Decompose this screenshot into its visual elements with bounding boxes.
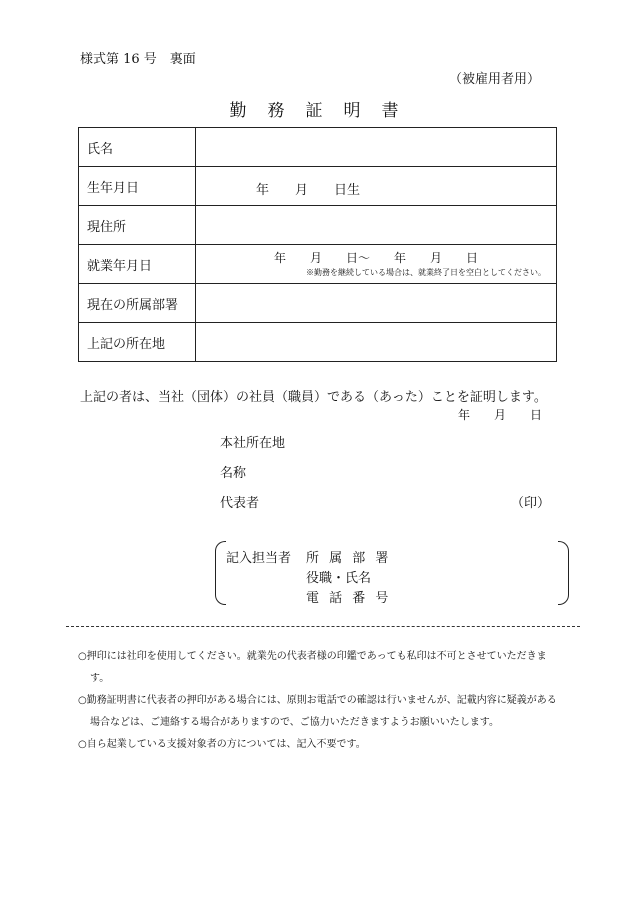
name-label: 氏名 [79, 128, 196, 167]
form-number: 様式第 16 号 裏面 [80, 52, 196, 67]
department-field[interactable] [196, 284, 557, 323]
row-employment-period [79, 245, 557, 284]
dashed-divider [66, 626, 580, 627]
contact-position-name-label: 役職・氏名 [306, 571, 372, 586]
row-name [79, 128, 557, 167]
contact-bracket-left [215, 541, 226, 605]
contact-department-label: 所 属 部 署 [306, 551, 392, 566]
certificate-table [78, 127, 557, 362]
notes-list [78, 646, 558, 756]
department-location-field[interactable] [196, 323, 557, 362]
row-birthdate [79, 167, 557, 206]
contact-phone-label: 電 話 番 号 [306, 591, 392, 606]
department-location-label: 上記の所在地 [79, 323, 196, 362]
representative-label: 代表者 [220, 496, 260, 511]
row-department-location [79, 323, 557, 362]
company-name-label: 名称 [220, 466, 247, 481]
employment-period-label: 就業年月日 [79, 245, 196, 284]
note-item: ○自ら起業している支援対象者の方については、記入不要です。 [78, 739, 366, 750]
contact-bracket-right [558, 541, 569, 605]
birthdate-format: 年 月 日生 [256, 183, 361, 198]
company-address-label: 本社所在地 [220, 436, 286, 451]
employment-period-note: ※勤務を継続している場合は、就業終了日を空白としてください。 [306, 268, 546, 277]
address-field[interactable] [196, 206, 557, 245]
employment-period-format: 年 月 日～ 年 月 日 [273, 251, 478, 265]
address-label: 現住所 [79, 206, 196, 245]
row-department [79, 284, 557, 323]
name-field[interactable] [196, 128, 557, 167]
form-audience-label: （被雇用者用） [448, 72, 540, 87]
birthdate-field[interactable] [196, 167, 557, 206]
row-address [79, 206, 557, 245]
note-item: ○押印には社印を使用してください。就業先の代表者様の印鑑であっても私印は不可とさせていただきます。 [78, 651, 547, 684]
employment-period-field[interactable] [196, 245, 557, 284]
document-title: 勤 務 証 明 書 [229, 101, 401, 121]
certification-statement: 上記の者は、当社（団体）の社員（職員）である（あった）ことを証明します。 [80, 390, 547, 405]
seal-mark: （印） [510, 496, 550, 511]
department-label: 現在の所属部署 [79, 284, 196, 323]
note-item: ○勤務証明書に代表者の押印がある場合には、原則お電話での確認は行いませんが、記載内容に疑義がある場合などは、ご連絡する場合がありますので、ご協力いただきますようお願いいたします。 [78, 695, 557, 728]
certification-date[interactable]: 年 月 日 [457, 408, 542, 422]
birthdate-label: 生年月日 [79, 167, 196, 206]
contact-writer-label: 記入担当者 [226, 551, 292, 566]
